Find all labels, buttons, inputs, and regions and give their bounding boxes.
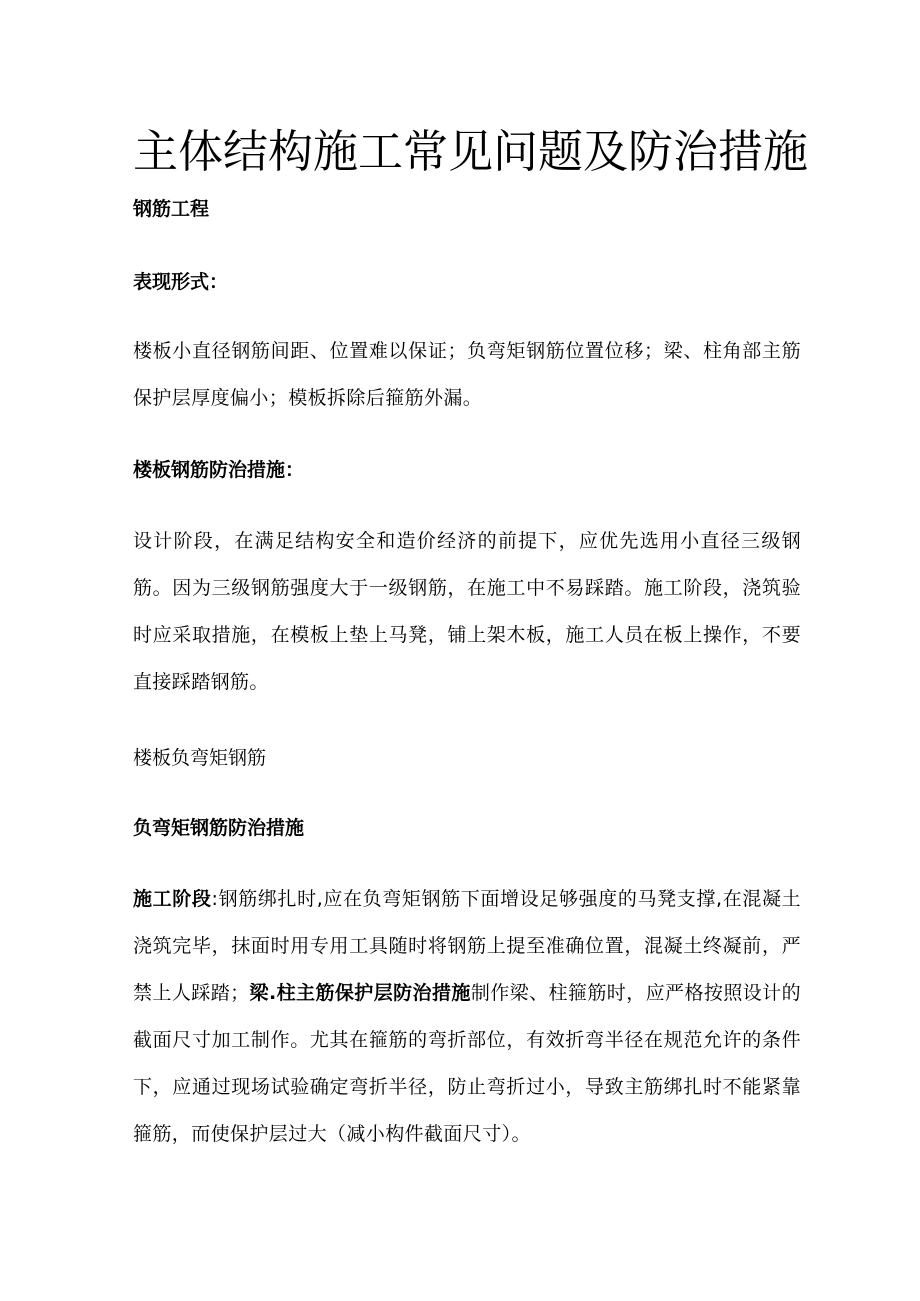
document-title: 主体结构施工常见问题及防治措施 [133, 125, 809, 178]
beam-column-text: 制作梁、柱箍筋时，应严格按照设计的截面尺寸加工制作。尤其在箍筋的弯折部位，有效折弯半径在规范允许的条件下，应通过现场试验确定弯折半径，防止弯折过小，导致主筋绑扎时不能紧靠箍筋，而使保护层过大（减小构件截面尺寸）。 [133, 982, 801, 1145]
manifestation-text: 楼板小直径钢筋间距、位置难以保证；负弯矩钢筋位置位移；梁、柱角部主筋保护层厚度偏小；模板拆除后箍筋外漏。 [133, 340, 801, 409]
manifestation-heading: 表现形式： [133, 271, 229, 293]
construction-stage-text: :钢筋绑扎时,应在负弯矩钢筋下面增设足够强度的马凳支撑,在混凝土浇筑完毕，抹面时用专用工具随时将钢筋上提至准确位置，混凝土终凝前，严禁上人踩踏； [133, 888, 801, 1004]
section-heading: 钢筋工程 [133, 198, 210, 220]
slab-measures-text: 设计阶段，在满足结构安全和造价经济的前提下，应优先选用小直径三级钢筋。因为三级钢筋强度大于一级钢筋，在施工中不易踩踏。施工阶段，浇筑验时应采取措施，在模板上垫上马凳，铺上架木板，施工人员在板上操作，不要直接踩踏钢筋。 [133, 530, 801, 693]
slab-measures-heading: 楼板钢筋防治措施： [133, 459, 305, 481]
construction-stage-paragraph [133, 876, 801, 1158]
beam-column-heading: 梁.柱主筋保护层防治措施 [249, 982, 471, 1004]
construction-stage-label: 施工阶段 [133, 888, 212, 910]
negative-moment-label: 楼板负弯矩钢筋 [133, 747, 267, 769]
negative-moment-heading: 负弯矩钢筋防治措施 [133, 817, 305, 839]
